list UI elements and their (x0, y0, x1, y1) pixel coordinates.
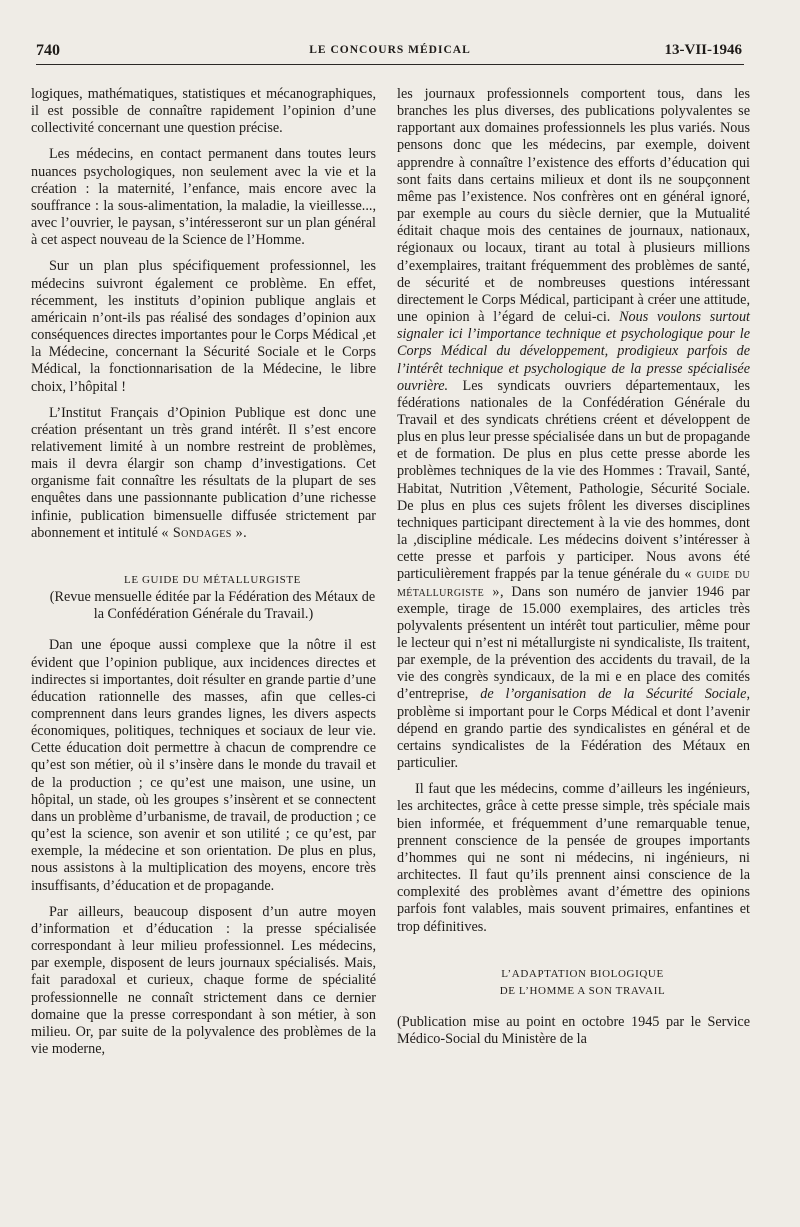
section-title-adaptation-2: DE L’HOMME A SON TRAVAIL (499, 984, 666, 997)
section-title-adaptation-1: L’ADAPTATION BIOLOGIQUE (501, 967, 664, 980)
page-header (36, 38, 744, 65)
italic-text: de l’organisation de la Sécurité Sociale (480, 686, 747, 703)
paragraph-text: Les syndicats ouvriers départementaux, les fédérations nationales de la Confédération Générale du Travail et des syndicats chrétiens créent et développent de plus en plus leur presse spécialisée dans un but de propagande et de formation. De plus en plus cette presse aborde les problèmes techniques de la vie des Hommes : Travail, Santé, Habitat, Nutrition ,Vêtement, Pathologie, Sécurité Sociale. De plus en plus ces sujets frôlent les diverses disciplines techniques participant directement à la vie des hommes, dont la ,discipline médicale. Les médecins doivent s’intéresser à cette presse et parfois y participer. Nous avons été particulièrement frappés par la tenue générale du (397, 377, 751, 583)
paragraph: Il faut que les médecins, comme d’ailleurs les ingénieurs, les architectes, grâce à cette presse simple, très spéciale mais bien informée, et fréquemment d’une remarquable tenue, prennent conscience de la pensée de groupes importants d’hommes qui ne sont ni médecins, ni ingénieurs, ni architectes. Il faut qu’ils prennent ainsi conscience de la complexité des problèmes avant d’émettre des opinions parfois font valables, mais souvent primaires, enfantines et trop définitives. (397, 781, 750, 935)
paragraph-text: les journaux professionnels comportent tous, dans les branches les plus diverses, des publications polyvalentes se rapportant aux domaines professionnels les plus variés. Nous pensons donc que les médecins, par exemple, doivent apprendre à connaître l’existence des efforts d’éducation qui sont faits dans certains milieux et dont ils ne soupçonnent même pas l’existence. Nos confrères ont en général ignoré, par exemple au cours du siècle dernier, que la Mutualité éditait chaque mois des centaines de journaux, nationaux, régionaux ou locaux, tirant au total à plusieurs millions d’exemplaires, traitant fréquemment des problèmes de santé, de sécurité et de nombreuses questions intéressant directement le Corps Médical, participant à créer une attitude, une opinion à l’égard de celui-ci. (397, 86, 750, 326)
guide-title: « guide du métallurgiste » (397, 566, 750, 600)
paragraph: Sur un plan plus spécifiquement professionnel, les médecins suivront également ce problème. En effet, récemment, les instituts d’opinion publique anglais et américain n’ont-ils pas réalisé des sondages d’opinion aux conséquences directes importantes pour le Corps Médical ,et la Médecine, concernant la Sécurité Sociale et le Corps Médical, la fonctionnarisation de la Médecine, le libre choix, l’hôpital ! (31, 258, 376, 395)
sondages-title: « Sondages ». (161, 524, 248, 541)
paragraph-text: L’Institut Français d’Opinion Publique est donc une création présentant un très grand intérêt. Il s’est encore relativement limité à un nombre restreint de problèmes, mais il devra élargir son champ d’investigations. Cet organisme fait connaître les résultats de la plupart de ses enquêtes dans une passionnante publication d’une richesse infinie, publication bimensuelle diffusée strictement par abonnement et intitulé (31, 404, 376, 541)
page-number: 740 (36, 42, 60, 59)
paragraph: logiques, mathématiques, statistiques et mécanographiques, il est possible de connaître rapidement l’opinion d’une collectivité concernant une question précise. (31, 86, 376, 137)
paragraph (397, 86, 750, 772)
paragraph: Par ailleurs, beaucoup disposent d’un autre moyen d’information et d’éducation : la presse spécialisée correspondant à leur milieu professionnel. Les médecins, par exemple, disposent de leurs journaux spécialisés. Mais, fait paradoxal et curieux, chaque forme de spécialité professionnelle ne connaît strictement dans ce dernier domaine que la presse correspondant à son métier, à son milieu. Or, par suite de la polyvalence des problèmes de la vie moderne, (31, 903, 376, 1057)
left-column (31, 86, 376, 1058)
paragraph-text: , problème si important pour le Corps Médical et dont l’avenir dépend en grando partie des syndicalistes en général et de certains syndicalistes de la Fédération des Métaux en particulier. (397, 686, 750, 772)
section-title-guide: LE GUIDE DU MÉTALLURGISTE (124, 573, 301, 586)
issue-date: 13-VII-1946 (664, 42, 742, 58)
journal-title: LE CONCOURS MÉDICAL (309, 44, 471, 56)
paragraph-text: , Dans son numéro de janvier 1946 par exemple, tirage de 15.000 exemplaires, des articles très polyvalents présentent un intérêt tout particulier, même pour le lecteur qui n’est ni métallurgiste ni syndicaliste, Ils traitent, par exemple, de la prévention des accidents du travail, de la vie des congrès syndicaux, de la mi e en place des comités d’entreprise, (397, 583, 751, 703)
paragraph (31, 405, 376, 542)
right-column (397, 86, 750, 1048)
paragraph: (Publication mise au point en octobre 1945 par le Service Médico-Social du Ministère de la (397, 1013, 750, 1048)
paragraph: Dan une époque aussi complexe que la nôtre il est évident que l’opinion publique, aux incidences directes et indirectes si importantes, doit résulter en grande partie d’une éducation rationnelle des masses, afin que celles-ci comprennent dans leurs grandes lignes, les divers aspects économiques, politiques, techniques et sociaux de leur vie. Cette éducation doit permettre à chacun de comprendre ce qu’est son métier, où il s’insère dans le monde du travail et de la production ; ce qu’est une maison, une usine, un hôpital, un stade, où les groupes s’insèrent et se connectent dans un problème d’urbanisme, de travail, de production ; ce qu’est la science, son avenir et son utilité ; ce qu’est, par exemple, la médecine et son orientation. De plus en plus, nous assistons à la multiplication des moyens, encore très insuffisants, d’éducation et de propagande. (31, 637, 376, 894)
italic-text: Nous voulons surtout signaler ici l’importance technique et psychologique pour le Corps Médical du développement, prodigieux parfois de l’intérêt technique et psychologique de la presse spécialisée ouvrière. (397, 309, 751, 394)
section-subtitle: (Revue mensuelle éditée par la Fédération des Métaux de la Confédération Générale du Travail.) (49, 589, 376, 623)
paragraph: Les médecins, en contact permanent dans toutes leurs nuances psychologiques, non seulement avec la vie et la création : la maternité, l’enfance, mais encore avec la souffrance : la sous-alimentation, la maladie, la vieillesse..., avec l’ouvrier, le paysan, s’intéresseront sur un plan général à cet aspect nouveau de la Science de l’Homme. (31, 146, 376, 249)
